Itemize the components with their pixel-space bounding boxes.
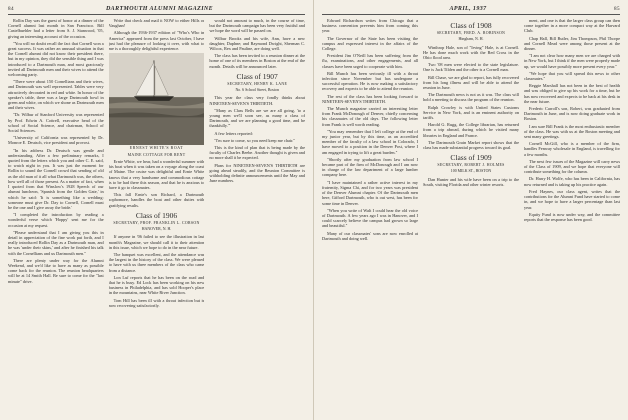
running-head-left [8, 6, 305, 15]
class-secretary: SECRETARY, ROBERT J. HOLMES [437, 163, 505, 168]
page-number-left: 84 [8, 6, 14, 12]
paragraph: There are plenty under way for the Alumni Weekend, and we'd like to have as many as possible come back for the reunion. The reunion headquarters will be at 14 Smith Hall. Be sure to come for the "last minute" drive. [8, 257, 104, 284]
paragraph: The next few issues of the Magazine will carry news of the Class of 1909, and we hope that everyone will contribute something for the column. [524, 158, 620, 175]
class-heading: Class of 1907 [236, 71, 278, 81]
paragraph: Bill Chase, we are glad to report, has fully recovered from his long illness and will be able to attend the reunion in June. [423, 74, 519, 91]
class-secretary: SECRETARY, FRED. A. ROBINSON [436, 31, 506, 35]
paragraph: Ralph Crowley is with United States Customs Service in New York, and is an eminent authority on tariffs. [423, 104, 519, 121]
paragraph: Write that check and mail it NOW to either Hills or Vaughan! [108, 18, 205, 29]
paragraph: The class has been invited to a reunion dinner at the home of one of its members in Boston at the end of the month. Details will be announced later. [209, 53, 306, 69]
class-secretary: SECRETARY, PROF. FRANKLIN L. CORSON [113, 220, 200, 225]
paragraph: "Dr. Wilbur of Stanford University was represented by Prof. Edwin A. Cottrell, executive head of the school of Social Science, and chairman, School of Social Sciences. [8, 112, 104, 134]
class-address: No. 6 School Street, Boston [235, 87, 279, 92]
paragraph: Tom Hill has been ill with a throat infection but is now recovering satisfactorily. [108, 297, 205, 308]
right-col-2 [423, 18, 519, 413]
boat-photo [109, 53, 205, 145]
paragraph: Dan Hunter and his wife have been on a trip to the South, visiting Florida and other winter resorts. [423, 176, 519, 188]
paragraph: ment, and one is that the larger class group can then come together in a more compact way at the Harvard Club. [524, 18, 620, 34]
paragraph: "I am not clear how many men we are charged with in New York, but I think if the men were properly made up, we would have possibly more present every year." [524, 53, 620, 69]
running-head-right [322, 6, 620, 15]
paragraph: Although the 1936-1937 edition of "Who's Who in America" appeared from the press last October, I have just had the pleasure of looking it over, with what to me is a thoroughly delightful experience. [108, 30, 205, 52]
running-title-left: DARTMOUTH ALUMNI MAGAZINE [105, 6, 214, 12]
paragraph: Dr. Harry H. Wolfe, who has been in California, has now returned and is taking up his practice again. [524, 176, 620, 187]
paragraph: Frederic Carroll's son, Robert, was graduated from Dartmouth in June, and is now doing graduate work in Boston. [524, 106, 620, 122]
paragraph: "When you write of Walt I could hear the old voice of Dartmouth. A few years ago I was in Hanover, and I could scarcely believe the campus had grown so large and beautiful." [322, 207, 418, 229]
paragraph: A few letters reported: [214, 130, 253, 136]
paragraph: Fred Haynes, our class agent, writes that the contributions for the Alumni Fund have started to come in, and we hope to have a larger percentage than last year. [524, 188, 620, 210]
paragraph: "We hope that you will spread this news to other classmates." [524, 70, 620, 82]
paragraph: "I have maintained a rather active interest in my fraternity, Sigma Chi, and for two years was president of the Denver Alumni chapter. Of the Dartmouth men here, Gifford Dartmouth, who is out west, has been for some time in Denver. [322, 179, 418, 206]
paragraph: "In his address Dr. Deutsch was gentle and understanding. After a few preliminary remarks, I quoted from the letters which you and other C. E. said, to watch night in you. It was just the moment for Rollin to sound the Cornell crowd that sending of old as the old man of it all what Dartmouth was, the others, how well all of those present. As a matter of fact, when I quoted from that Winslow's 1928 Speech of our alumni luncheon, 'Spanish from the Golden Gate,' in which he said: 'It is something like a wedding: someone must give Dr. Day to Cornell, Cornell must be the one and I give away the bride.' [8, 147, 104, 210]
paragraph: The banquet was excellent, and the attendance was the largest in the history of the class. We were pleased to have with us three members of the class who came from a distance. [108, 252, 205, 273]
paragraph: Winthrop Hale, son of "Irving" Hale, is at Cornell. He has done much work with the Red Cross in the Ohio flood area. [423, 44, 519, 60]
paragraph: Rollin Day was the guest of honor at a dinner of the Cornell alumni last month in San Francisco. Bill Castelbuehler had a letter from S. J. Stanwood, '05, giving an interesting account of the occasion. [8, 18, 104, 39]
class-heading: Class of 1906 [135, 210, 178, 220]
class-heading: Class of 1909 [450, 153, 492, 163]
right-col-1 [322, 18, 418, 413]
paragraph: The Governor of the State has been visiting the campus and expressed interest in the affairs of the College. [322, 35, 418, 52]
paragraph: President Jim O'Neill has been suffering from the flu, examinations, and other engagements, and all classes have been urged to cooperate with him. [322, 53, 418, 69]
paragraph: "Please understand that I am giving you this in detail in appreciation of the fine work put forth, and I really introduced Rollin Day as a Dartmouth man, and he was 'under their skins,' and after he finished his talk with the Cornellians and us Dartmouth men." [8, 229, 104, 256]
paragraph: "You will no doubt recall the fact that Cornell won a great success. It was rather an unusual situation in that the Cornell alumni did not know their president there, but in my opinion, they did the sensible thing and I was introduced to a Dartmouth man, and most graciously invited all Dartmouth men and their wives to attend the welcoming party. [8, 40, 104, 78]
paragraph: Lon Luf reports that he has been on the road and that he is busy. Ed Lock has been working on his new business in Philadelphia, and has sold Hooper's place in the mountains, near White River Junction. [108, 274, 205, 296]
paragraph: "I completed the introduction by reading a wonderful verse which 'Hoppy' sent me for the occasion at my request. [8, 212, 104, 228]
paragraph: would not amount to much, in the course of time, but the Dartmouth campaign has been very fruitful and we hope the word will be passed on. [209, 18, 306, 34]
right-page [314, 0, 628, 420]
page-number-right: 85 [613, 6, 620, 12]
paragraph: Edward Richardson writes from Chicago that a business convention prevents him from coming this year. [322, 18, 418, 34]
class-secretary: SECRETARY, HENRY K. LANE [227, 81, 288, 86]
paragraph: Harold G. Rugg, the College librarian, has returned from a trip abroad, during which he visited many libraries in England and France. [423, 122, 519, 138]
paragraph: "University of California was represented by Dr. Monroe E. Deutsch, vice president and provost. [8, 135, 104, 146]
paragraph: Two '08 men were elected to the state legislature. One is Jack Tilden and the other is a Cornell man. [423, 62, 519, 73]
paragraph: The Dartmouth news is not as it was. The class will hold a meeting to discuss the program of the reunion. [423, 92, 519, 103]
paragraph: The Dartmouth Grain Market report shows that the class has made substantial progress toward its goal. [423, 139, 519, 151]
paragraph: The rest of the class has been looking forward to NINETEEN-SEVEN'S THIRTIETH. [322, 93, 418, 104]
paragraph: Many of our classmates' sons are now enrolled at Dartmouth and doing well. [322, 230, 418, 241]
paragraph: Cornell McGill, who is a member of the firm, handles Fenway wholesale in England, is travelling for a few months. [524, 141, 620, 157]
left-col-1 [8, 18, 104, 413]
left-col-3 [209, 18, 305, 413]
class-address: 100 MILK ST., BOSTON [450, 169, 492, 174]
paragraph: If anyone in '06 failed to see the illustration in last month's Magazine, we should call it to their attention in this issue, which we hope to do in the near future. [108, 234, 205, 250]
paragraph: "There were about 150 Cornellians and their wives, and Dartmouth was well represented. Tables were very attractively decorated in red and white. In honor of the speaker's table, there was a large Dartmouth bowl in green and white, on which we shone as Dartmouth men and their wives. [8, 79, 104, 111]
paragraph: "Shortly after my graduation from law school I became part of the firm of McDonough and I am now in charge of the law department of a large lumber company here. [322, 156, 418, 178]
class-address: HANOVER, N. H. [141, 226, 172, 231]
section-subhead: MAINE COTTAGE FOR RENT [127, 153, 186, 158]
paragraph: "I'm sure to come, so you need keep me chair." [214, 137, 296, 143]
right-col-3 [524, 18, 620, 413]
paragraph: This year the class very fondly thinks about NINETEEN-SEVEN'S THIRTIETH. [209, 95, 306, 106]
class-address: Hingham, N. H. [458, 36, 484, 41]
class-heading: Class of 1908 [450, 21, 492, 30]
paragraph: I am sure Bill Frank is the most enthusiastic member of the class. He was with us at the Boston meeting and sent many greetings. [524, 123, 620, 140]
paragraph: Wilbur Brooks and his wife, Ann, have a new daughter, Daphne; and Raymond Dwight, Sherman C. Wilcox, Rex and Pauline, are doing well. [209, 35, 306, 52]
running-title-right: APRIL, 1937 [449, 6, 487, 12]
photo-caption: ERNEST WHITE'S BOAT [129, 146, 184, 151]
paragraph: The Munch magazine carried an interesting letter from Frank McDonough of Denver, chiefly concerning his classmates of the old days. The following letter from Frank is well worth reading. [322, 106, 418, 127]
paragraph: Reggie Marshall has not been in the best of health and was obliged to give up his work for a time, but he has now recovered and expects to be back at his desk in the near future. [524, 83, 620, 104]
paragraph: Plans for NINETEEN-SEVEN'S THIRTIETH are going ahead steadily, and the Reunion Committee is withholding definite announcements until the May and June numbers. [209, 162, 306, 184]
paragraph: "You may remember that I left college at the end of my junior year, but by this time, as an accredited member of the faculty of a law school in Colorado, I have moved to a position in the Denver Post, where I am engaged in trying to lift a great burden." [322, 128, 418, 155]
paragraph: Ernie White, we hear, had a wonderful summer with his boat when it was taken on a voyage along the coast of Maine. The cruise was delightful and Ernie White knows that a very handsome and commodious cottage is to be had there this season, and that he is anxious to have it go to classmates. [108, 159, 205, 191]
paragraph: "Many as Class Bells are we are all going, 'to a young men we'll soon see, as many a class of Dartmouth, and we are planning a good time, and be thankfully.'" [209, 107, 306, 129]
paragraph: Chap Hall, Bill Butler, Jim Thompson, Phil Thorpe and Cornell Mead were among those present at the dinner. [524, 35, 620, 52]
paragraph: This is the kind of plan that is being made by the faculty of Charles Beebe. Another thought is given and no more shall it be expected. [209, 145, 306, 161]
paragraph: Equity Fund is now under way, and the committee reports that the response has been good. [524, 211, 620, 222]
left-col-2 [109, 18, 205, 413]
paragraph: Bill Munch has been seriously ill with a throat infection since November but has undergone a successful operation. He is now making a satisfactory recovery and expects to be able to attend the reunion. [322, 70, 418, 92]
paragraph: This fall Ernie's son Richard, a Dartmouth sophomore, handles the boat and other duties with gratifying results. [108, 192, 205, 208]
